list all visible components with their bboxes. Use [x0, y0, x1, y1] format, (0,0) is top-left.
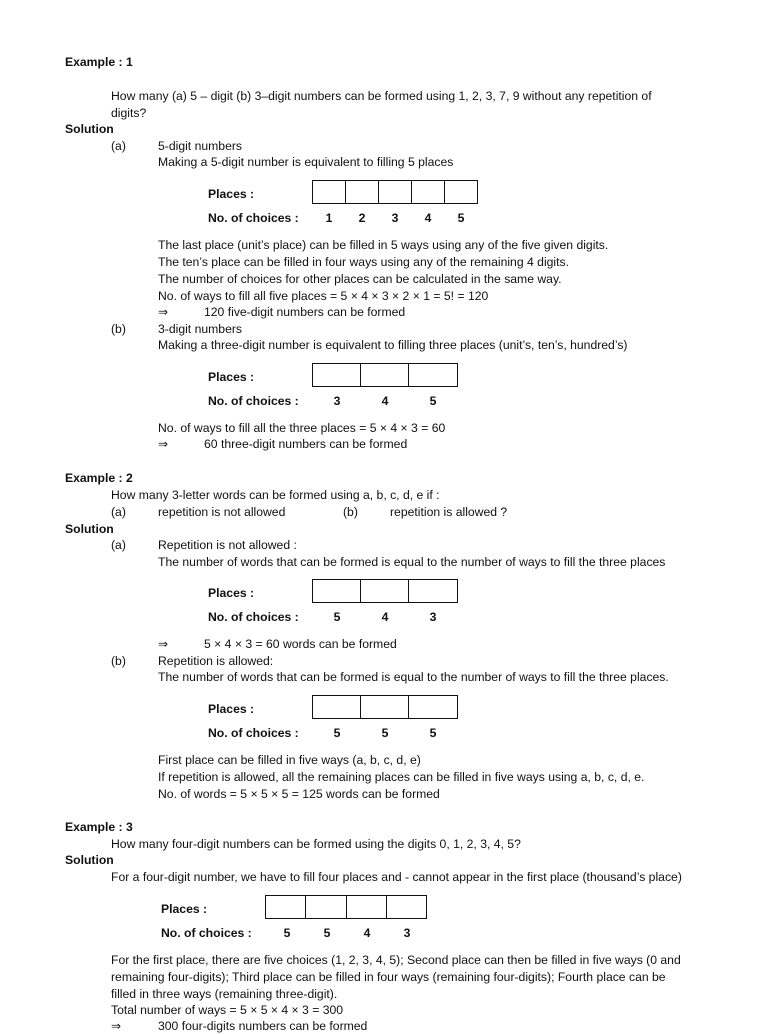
- table-2-choices-label: No. of choices :: [208, 394, 299, 408]
- table-5-places-boxes: [265, 895, 427, 919]
- example-1-part-a-label: (a): [111, 139, 126, 153]
- example-2-part-b-line: The number of words that can be formed is equal to the number of ways to fill the three places.: [158, 670, 669, 684]
- table-5-choice-value: 5: [283, 926, 291, 940]
- implies-arrow-icon: ⇒: [111, 1019, 122, 1033]
- example-2-option-b-label: (b): [343, 505, 358, 519]
- table-3-choices-label: No. of choices :: [208, 610, 299, 624]
- place-box: [313, 580, 361, 602]
- table-1-places-label: Places :: [208, 187, 255, 201]
- example-1-part-b-label: (b): [111, 322, 126, 336]
- example-1-part-a-para-4: No. of ways to fill all five places = 5 × 4 × 3 × 2 × 1 = 5! = 120: [158, 289, 489, 303]
- place-box: [387, 896, 426, 918]
- table-1-places-boxes: [312, 180, 478, 204]
- table-4-choice-value: 5: [333, 726, 341, 740]
- example-2-part-b-para-1: First place can be filled in five ways (a, b, c, d, e): [158, 753, 421, 767]
- implies-arrow-icon: ⇒: [158, 305, 169, 319]
- table-2-places-boxes: [312, 363, 458, 387]
- place-box: [347, 896, 387, 918]
- table-2-places-label: Places :: [208, 370, 255, 384]
- example-2-part-a-heading: Repetition is not allowed :: [158, 538, 297, 552]
- table-4-places-label: Places :: [208, 702, 255, 716]
- example-2-part-a-line: The number of words that can be formed is equal to the number of ways to fill the three places: [158, 555, 666, 569]
- table-3-places-boxes: [312, 579, 458, 603]
- table-3-choice-value: 4: [381, 610, 389, 624]
- example-1-solution-heading: Solution: [65, 122, 114, 136]
- place-box: [346, 181, 379, 203]
- example-1-part-a-para-2: The ten’s place can be filled in four ways using any of the remaining 4 digits.: [158, 255, 570, 269]
- example-2-part-b-para-3: No. of words = 5 × 5 × 5 = 125 words can be formed: [158, 787, 440, 801]
- example-2-solution-heading: Solution: [65, 522, 114, 536]
- table-5-choices-label: No. of choices :: [161, 926, 252, 940]
- table-1-choice-value: 1: [325, 211, 333, 225]
- table-1-choice-value: 5: [457, 211, 465, 225]
- example-3-para-3: filled in three ways (remaining three-digit).: [111, 987, 338, 1001]
- example-3-para-1: For the first place, there are five choices (1, 2, 3, 4, 5); Second place can then be filled in five ways (0 and: [111, 953, 681, 967]
- table-2-choice-value: 4: [381, 394, 389, 408]
- table-3-places-label: Places :: [208, 586, 255, 600]
- table-4-places-boxes: [312, 695, 458, 719]
- table-2-choice-value: 3: [333, 394, 341, 408]
- example-3-line: For a four-digit number, we have to fill four places and - cannot appear in the first place (thousand’s place): [111, 870, 682, 884]
- example-1-part-a-para-3: The number of choices for other places can be calculated in the same way.: [158, 272, 562, 286]
- example-2-option-a: repetition is not allowed: [158, 505, 286, 519]
- place-box: [445, 181, 477, 203]
- example-2-part-a-label: (a): [111, 538, 126, 552]
- example-1-question-line-1: How many (a) 5 – digit (b) 3–digit numbers can be formed using 1, 2, 3, 7, 9 without any repetition of: [111, 89, 652, 103]
- place-box: [379, 181, 412, 203]
- place-box: [313, 364, 361, 386]
- table-3-choice-value: 3: [429, 610, 437, 624]
- example-1-part-b-result: 60 three-digit numbers can be formed: [204, 437, 408, 451]
- example-1-part-a-para-1: The last place (unit’s place) can be filled in 5 ways using any of the five given digits.: [158, 238, 609, 252]
- table-1-choice-value: 3: [391, 211, 399, 225]
- place-box: [409, 580, 457, 602]
- example-3-para-4: Total number of ways = 5 × 5 × 4 × 3 = 300: [111, 1003, 344, 1017]
- example-1-part-b-para-1: No. of ways to fill all the three places = 5 × 4 × 3 = 60: [158, 421, 446, 435]
- implies-arrow-icon: ⇒: [158, 637, 169, 651]
- place-box: [409, 364, 457, 386]
- place-box: [306, 896, 347, 918]
- place-box: [361, 580, 409, 602]
- place-box: [266, 896, 306, 918]
- table-2-choice-value: 5: [429, 394, 437, 408]
- table-1-choices-label: No. of choices :: [208, 211, 299, 225]
- table-3-choice-value: 5: [333, 610, 341, 624]
- example-2-part-b-label: (b): [111, 654, 126, 668]
- table-4-choice-value: 5: [429, 726, 437, 740]
- example-2-title: Example : 2: [65, 471, 133, 485]
- example-3-question: How many four-digit numbers can be formed using the digits 0, 1, 2, 3, 4, 5?: [111, 837, 521, 851]
- place-box: [313, 181, 346, 203]
- example-3-para-2: remaining four-digits); Third place can be filled in four ways (remaining four-digits); Fourth place can be: [111, 970, 666, 984]
- example-1-part-b-heading: 3-digit numbers: [158, 322, 242, 336]
- table-4-choices-label: No. of choices :: [208, 726, 299, 740]
- table-1-choice-value: 2: [358, 211, 366, 225]
- place-box: [361, 696, 409, 718]
- place-box: [409, 696, 457, 718]
- table-4-choice-value: 5: [381, 726, 389, 740]
- example-3-solution-heading: Solution: [65, 853, 114, 867]
- example-2-question: How many 3-letter words can be formed using a, b, c, d, e if :: [111, 488, 440, 502]
- example-2-part-b-para-2: If repetition is allowed, all the remaining places can be filled in five ways using a, b, c, d, e.: [158, 770, 645, 784]
- example-1-question-line-2: digits?: [111, 106, 147, 120]
- example-1-part-a-heading: 5-digit numbers: [158, 139, 242, 153]
- table-5-choice-value: 4: [363, 926, 371, 940]
- place-box: [313, 696, 361, 718]
- place-box: [412, 181, 445, 203]
- example-1-part-a-line: Making a 5-digit number is equivalent to filling 5 places: [158, 155, 454, 169]
- example-3-result: 300 four-digits numbers can be formed: [158, 1019, 368, 1033]
- example-2-option-a-label: (a): [111, 505, 126, 519]
- example-1-title: Example : 1: [65, 55, 133, 69]
- example-1-part-b-line: Making a three-digit number is equivalent to filling three places (unit’s, ten’s, hundred’s): [158, 338, 628, 352]
- example-2-option-b: repetition is allowed ?: [390, 505, 508, 519]
- implies-arrow-icon: ⇒: [158, 437, 169, 451]
- example-2-part-a-result: 5 × 4 × 3 = 60 words can be formed: [204, 637, 397, 651]
- example-1-part-a-result: 120 five-digit numbers can be formed: [204, 305, 406, 319]
- table-5-choice-value: 3: [403, 926, 411, 940]
- table-5-choice-value: 5: [323, 926, 331, 940]
- example-2-part-b-heading: Repetition is allowed:: [158, 654, 274, 668]
- table-1-choice-value: 4: [424, 211, 432, 225]
- table-5-places-label: Places :: [161, 902, 208, 916]
- example-3-title: Example : 3: [65, 820, 133, 834]
- place-box: [361, 364, 409, 386]
